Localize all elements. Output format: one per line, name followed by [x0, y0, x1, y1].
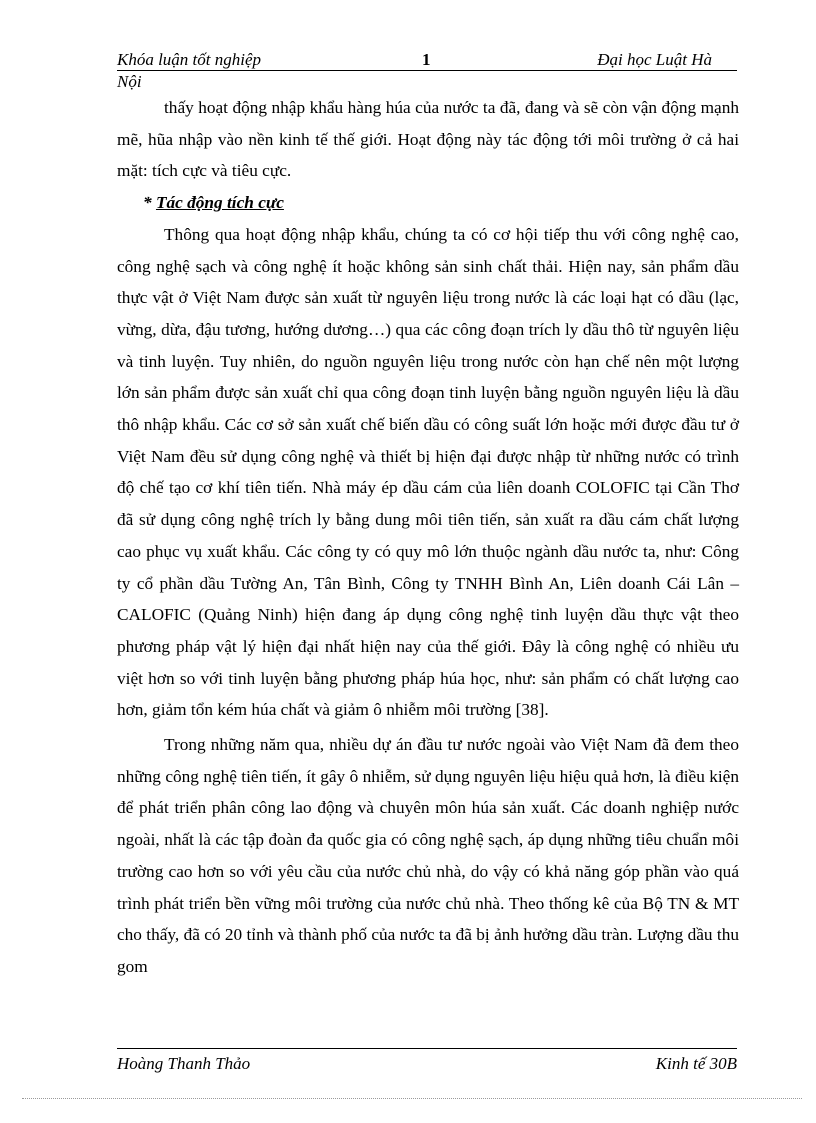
- footer-author: Hoàng Thanh Thảo: [117, 1054, 251, 1073]
- paragraph: Thông qua hoạt động nhập khẩu, chúng ta có cơ hội tiếp thu với công nghệ cao, công nghệ sạch và công nghệ ít hoặc không sản sinh chất thải. Hiện nay, sản phẩm dầu thực vật ở Việt Nam được sản xuất từ nguyên liệu trong nước là các loại hạt có dầu (lạc, vừng, dừa, đậu tương, hướng dương…) qua các công đoạn trích ly dầu thô từ nguyên liệu và tinh luyện. Tuy nhiên, do nguồn nguyên liệu trong nước còn hạn chế nên một lượng lớn sản phẩm được sản xuất chỉ qua công đoạn tinh luyện bằng nguồn nguyên liệu là dầu thô nhập khẩu. Các cơ sở sản xuất chế biến dầu có công suất lớn hoặc mới được đầu tư ở Việt Nam đều sử dụng công nghệ và thiết bị hiện đại được nhập từ những nước có trình độ chế tạo cơ khí tiên tiến. Nhà máy ép dầu cám của liên doanh COLOFIC tại Cần Thơ đã sử dụng công nghệ trích ly bằng dung môi tiên tiến, sản xuất ra dầu cám chất lượng cao phục vụ xuất khẩu. Các công ty có quy mô lớn thuộc ngành dầu nước ta, như: Công ty cổ phần dầu Tường An, Tân Bình, Công ty TNHH Bình An, Liên doanh Cái Lân – CALOFIC (Quảng Ninh) hiện đang áp dụng công nghệ tinh luyện dầu thực vật theo phương pháp vật lý hiện đại nhất hiện nay của thế giới. Đây là công nghệ có nhiều ưu việt hơn so với tinh luyện bằng phương pháp húa học, như: sản phẩm có chất lượng cao hơn, giảm tổn kém húa chất và giảm ô nhiễm môi trường [38].: [117, 224, 739, 720]
- section-heading: [117, 187, 739, 219]
- heading-marker: *: [143, 193, 152, 213]
- header-wrap-text: Nội: [117, 72, 142, 91]
- footer-class: Kinh tế 30B: [655, 1054, 737, 1073]
- page-boundary: [22, 1098, 802, 1099]
- footer-line: [117, 1054, 737, 1076]
- header-line: [117, 50, 737, 70]
- footer-rule: [117, 1048, 737, 1049]
- paragraph-continuation: thấy hoạt động nhập khẩu hàng húa của nước ta đã, đang và sẽ còn vận động mạnh mẽ, hũa nhập vào nền kinh tế thế giới. Hoạt động này tác động tới môi trường ở cả hai mặt: tích cực và tiêu cực.: [117, 98, 739, 181]
- heading-text: Tác động tích cực: [155, 193, 284, 213]
- page-number: 1: [422, 50, 431, 69]
- page-header: [117, 50, 737, 91]
- header-university-label: Đại học Luật Hà: [597, 50, 712, 69]
- page-footer: [117, 1048, 737, 1076]
- document-body: [117, 92, 739, 983]
- header-thesis-label: Khóa luận tốt nghiệp: [117, 50, 262, 69]
- header-rule: [117, 70, 737, 71]
- paragraph: Trong những năm qua, nhiều dự án đầu tư nước ngoài vào Việt Nam đã đem theo những công nghệ tiên tiến, ít gây ô nhiễm, sử dụng nguyên liệu hiệu quả hơn, là điều kiện để phát triển phân công lao động và chuyên môn húa sản xuất. Các doanh nghiệp nước ngoài, nhất là các tập đoàn đa quốc gia có công nghệ sạch, áp dụng những tiêu chuẩn môi trường cao hơn so với yêu cầu của nước chủ nhà, do vậy có khả năng góp phần vào quá trình phát triển bền vững môi trường của nước chủ nhà. Theo thống kê của Bộ TN & MT cho thấy, đã có 20 tỉnh và thành phố của nước ta đã bị ảnh hưởng dầu tràn. Lượng dầu thu gom: [117, 735, 739, 976]
